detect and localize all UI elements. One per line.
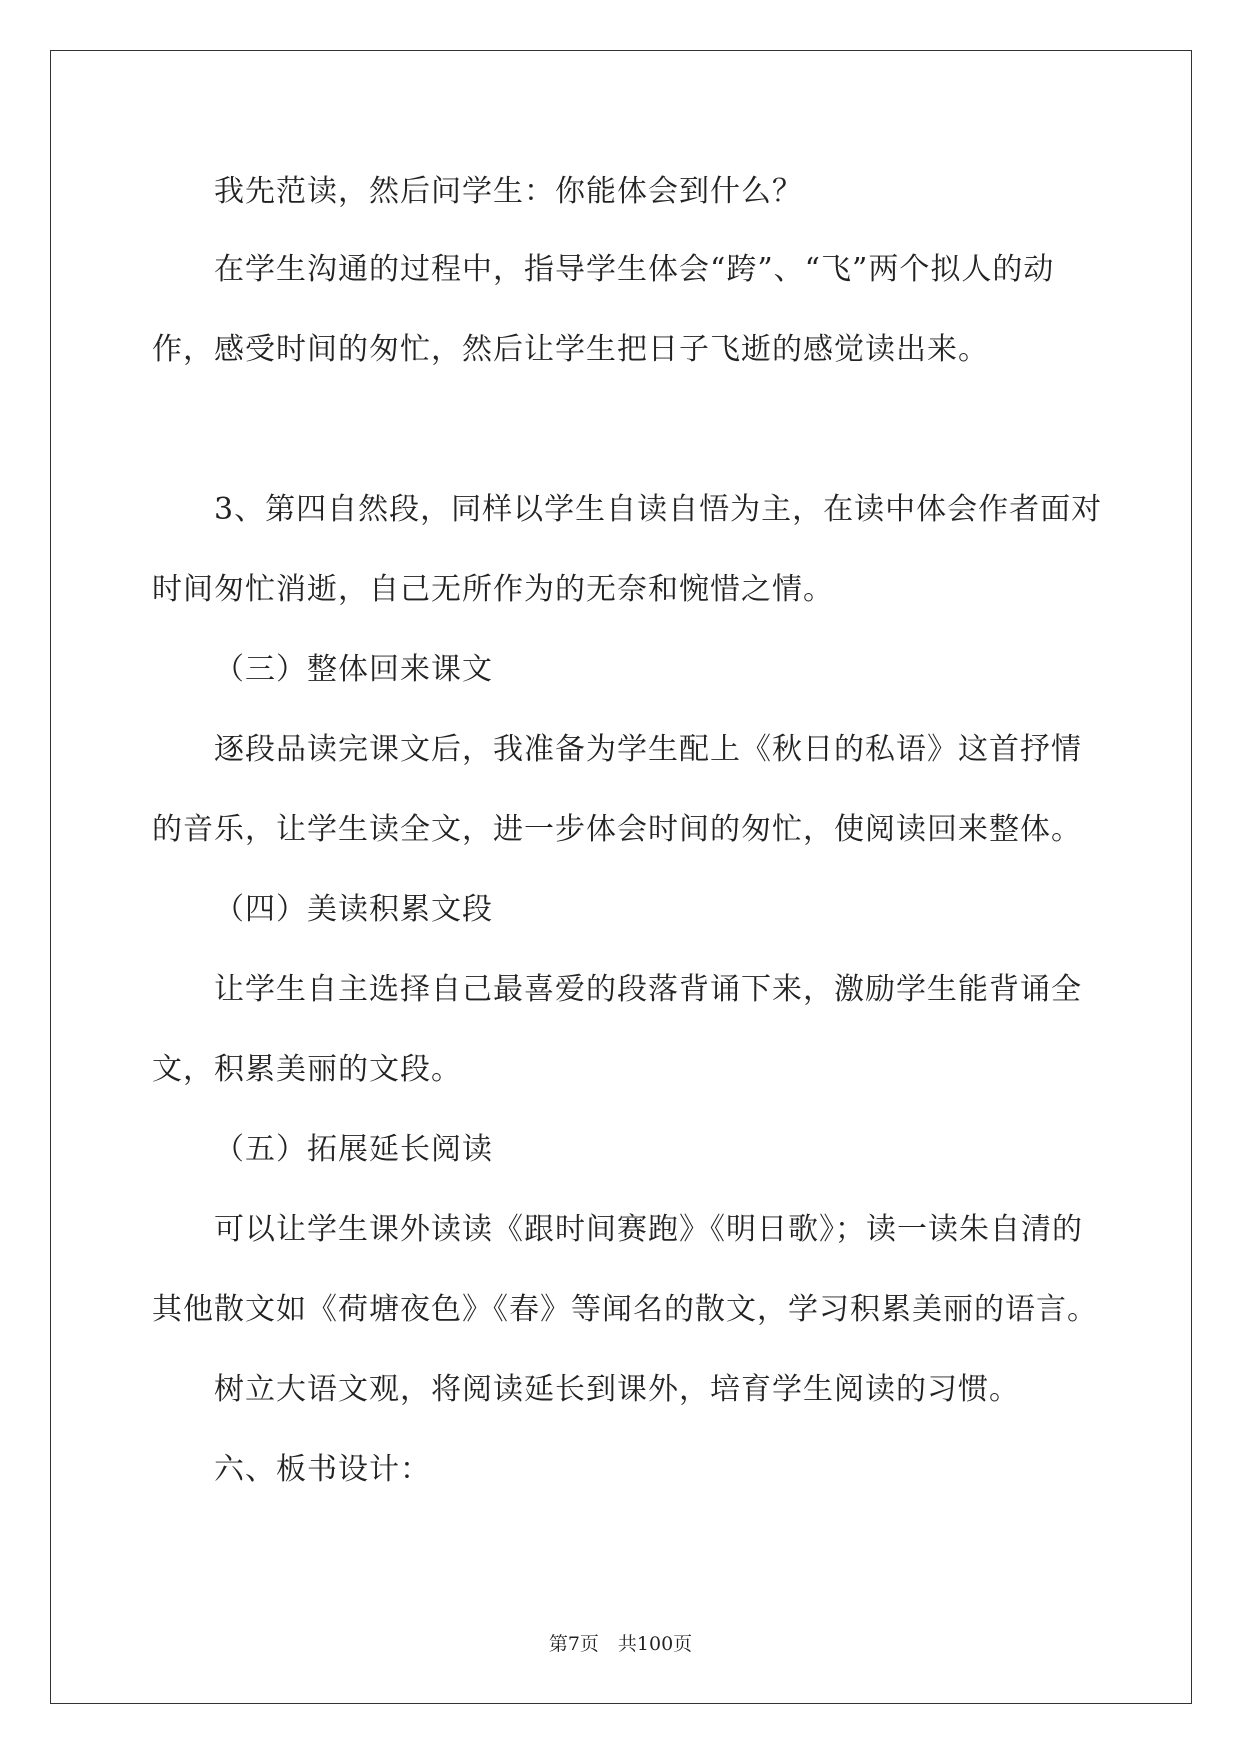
paragraph-line: 其他散文如《荷塘夜色》《春》等闻名的散文，学习积累美丽的语言。 (152, 1292, 1098, 1327)
paragraph-line: 作，感受时间的匆忙，然后让学生把日子飞逝的感觉读出来。 (152, 332, 989, 367)
paragraph-line: 可以让学生课外读读《跟时间赛跑》《明日歌》；读一读朱自清的 (214, 1212, 1083, 1247)
paragraph-line: 我先范读，然后问学生：你能体会到什么？ (214, 174, 803, 209)
page-number-footer: 第7页 共100页 (548, 1633, 693, 1655)
section-heading: （三）整体回来课文 (214, 652, 493, 687)
paragraph-line: 3、第四自然段，同样以学生自读自悟为主，在读中体会作者面对 (214, 492, 1103, 527)
section-heading: （四）美读积累文段 (214, 892, 493, 927)
paragraph-line: 让学生自主选择自己最喜爱的段落背诵下来，激励学生能背诵全 (214, 972, 1082, 1007)
paragraph-line: 逐段品读完课文后，我准备为学生配上《秋日的私语》这首抒情 (214, 732, 1082, 767)
section-heading: 六、板书设计： (214, 1452, 431, 1487)
paragraph-line: 的音乐，让学生读全文，进一步体会时间的匆忙，使阅读回来整体。 (152, 812, 1082, 847)
paragraph-line: 文，积累美丽的文段。 (152, 1052, 462, 1087)
paragraph-line: 在学生沟通的过程中，指导学生体会“跨”、“飞”两个拟人的动 (214, 252, 1055, 287)
paragraph-line: 时间匆忙消逝，自己无所作为的无奈和惋惜之情。 (152, 572, 834, 607)
paragraph-line: 树立大语文观，将阅读延长到课外，培育学生阅读的习惯。 (214, 1372, 1020, 1407)
section-heading: （五）拓展延长阅读 (214, 1132, 493, 1167)
